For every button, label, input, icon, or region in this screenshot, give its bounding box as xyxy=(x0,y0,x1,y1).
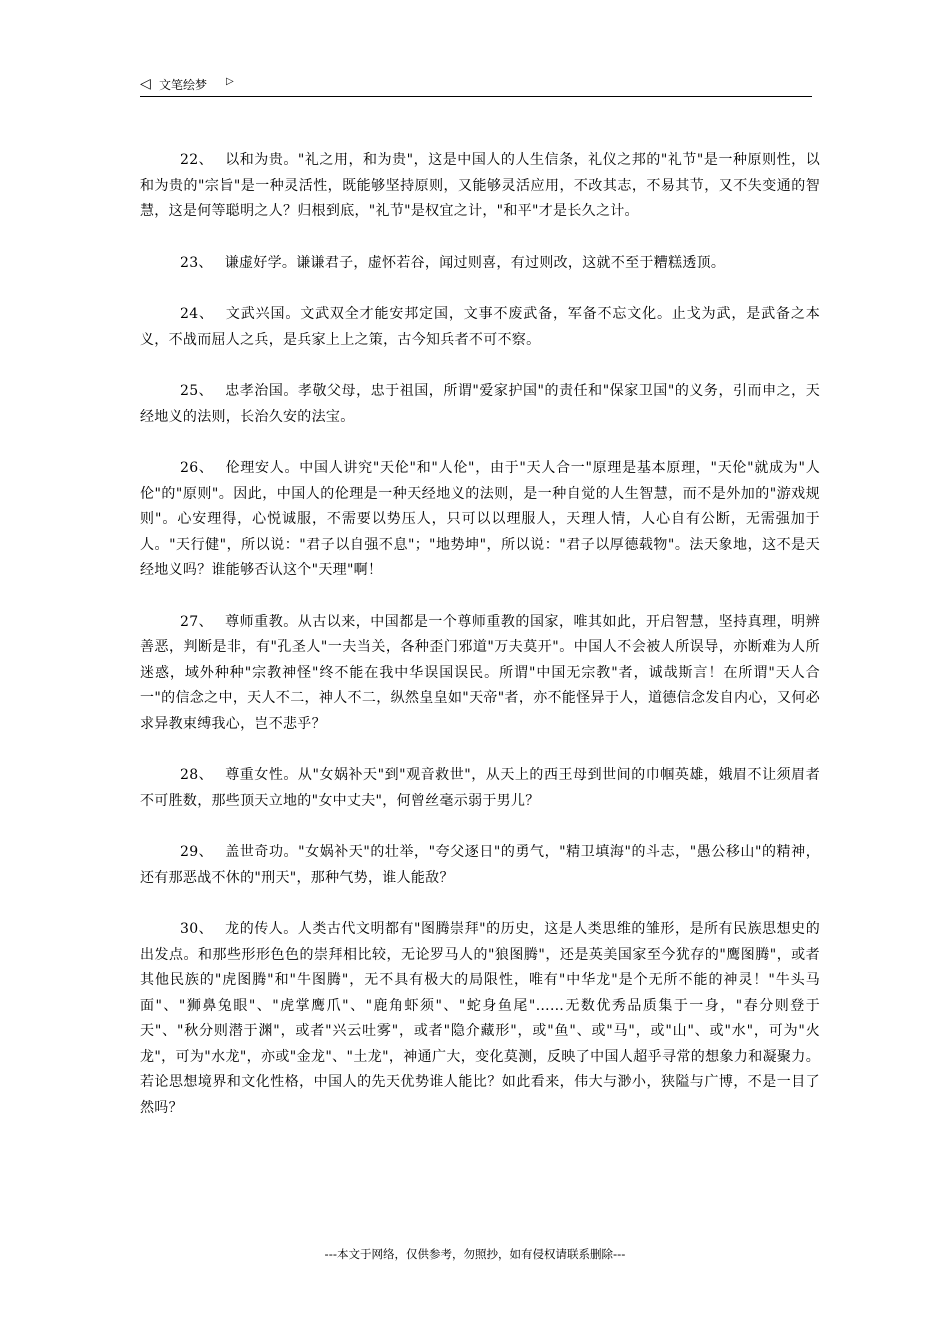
paragraph-26 xyxy=(140,456,820,584)
right-triangle-icon: ▷ xyxy=(226,76,234,87)
paragraph-29 xyxy=(140,840,820,891)
paragraph-24 xyxy=(140,302,820,353)
paragraph-text: 谦虚好学。谦谦君子，虚怀若谷，闻过则喜，有过则改，这就不至于糟糕透顶。 xyxy=(224,254,726,271)
paragraph-23 xyxy=(140,251,820,277)
item-number: 28、 xyxy=(180,767,214,783)
document-body xyxy=(140,148,820,1147)
item-number: 26、 xyxy=(180,460,214,476)
item-number: 25、 xyxy=(180,383,214,399)
paragraph-text: 以和为贵。"礼之用，和为贵"，这是中国人的人生信条，礼仪之邦的"礼节"是一种原则性，以和为贵的"宗旨"是一种灵活性，既能够坚持原则，又能够灵活应用，不改其志，不易其节，又不失变通的智慧，这是何等聪明之人？归根到底，"礼节"是权宜之计，"和平"才是长久之计。 xyxy=(140,152,821,219)
paragraph-text: 盖世奇功。"女娲补天"的壮举，"夸父逐日"的勇气，"精卫填海"的斗志，"愚公移山"的精神，还有那恶战不休的"刑天"，那种气势，谁人能敌？ xyxy=(140,844,820,886)
item-number: 29、 xyxy=(180,844,214,860)
paragraph-text: 龙的传人。人类古代文明都有"图腾崇拜"的历史，这是人类思维的雏形，是所有民族思想史的出发点。和那些形形色色的崇拜相比较，无论罗马人的"狼图腾"，还是英美国家至今犹存的"鹰图腾"，或者其他民族的"虎图腾"和"牛图腾"，无不具有极大的局限性，唯有"中华龙"是个无所不能的神灵！"牛头马面"、"狮鼻兔眼"、"虎掌鹰爪"、"鹿角虾须"、"蛇身鱼尾"……无数优秀品质集于一身，"春分则登于天"、"秋分则潜于渊"，或者"兴云吐雾"，或者"隐介藏形"，或"鱼"、或"马"，或"山"、或"水"，可为"火龙"，可为"水龙"，亦或"金龙"、"土龙"，神通广大，变化莫测，反映了中国人超乎寻常的想象力和凝聚力。若论思想境界和文化性格，中国人的先天优势谁人能比？如此看来，伟大与渺小，狭隘与广博，不是一目了然吗？ xyxy=(140,921,820,1116)
item-number: 22、 xyxy=(180,152,214,168)
paragraph-text: 伦理安人。中国人讲究"天伦"和"人伦"，由于"天人合一"原理是基本原理，"天伦"就成为"人伦"的"原则"。因此，中国人的伦理是一种天经地义的法则，是一种自觉的人生智慧，而不是外加的"游戏规则"。心安理得，心悦诚服，不需要以势压人，只可以以理服人，天理人情，人心自有公断，无需强加于人。"天行健"，所以说："君子以自强不息"；"地势坤"，所以说："君子以厚德载物"。法天象地，这不是天经地义吗？谁能够否认这个"天理"啊！ xyxy=(140,460,820,578)
item-number: 23、 xyxy=(180,254,213,271)
paragraph-text: 文武兴国。文武双全才能安邦定国，文事不废武备，军备不忘文化。止戈为武，是武备之本义，不战而屈人之兵，是兵家上上之策，古今知兵者不可不察。 xyxy=(140,306,821,348)
item-number: 27、 xyxy=(180,613,214,630)
paragraph-22 xyxy=(140,148,820,225)
paragraph-text: 尊重女性。从"女娲补天"到"观音救世"，从天上的西王母到世间的巾帼英雄，娥眉不让须眉者不可胜数，那些顶天立地的"女中丈夫"，何曾丝毫示弱于男儿？ xyxy=(140,767,821,809)
brand-name: 文笔绘梦 xyxy=(159,78,208,92)
left-triangle-icon: ◁ xyxy=(140,76,151,92)
paragraph-25 xyxy=(140,379,820,430)
paragraph-27 xyxy=(140,610,820,738)
paragraph-text: 忠孝治国。孝敬父母，忠于祖国，所谓"爱家护国"的责任和"保家卫国"的义务，引而申之，天经地义的法则，长治久安的法宝。 xyxy=(140,383,821,425)
paragraph-30 xyxy=(140,917,820,1121)
paragraph-28 xyxy=(140,763,820,814)
item-number: 24、 xyxy=(180,306,214,322)
item-number: 30、 xyxy=(180,921,214,937)
page-footer: ---本文于网络，仅供参考，勿照抄，如有侵权请联系删除--- xyxy=(324,1247,626,1261)
paragraph-text: 尊师重教。从古以来，中国都是一个尊师重教的国家，唯其如此，开启智慧，坚持真理，明辨善恶，判断是非，有"孔圣人"一夫当关，各种歪门邪道"万夫莫开"。中国人不会被人所误导，亦断难为人所迷惑，域外种种"宗教神怪"终不能在我中华误国误民。所谓"中国无宗教"者，诚哉斯言！在所谓"天人合一"的信念之中，天人不二，神人不二，纵然皇皇如"天帝"者，亦不能怪异于人，道德信念发自内心，又何必求异教束缚我心，岂不悲乎？ xyxy=(140,613,820,732)
page-header xyxy=(140,74,812,97)
